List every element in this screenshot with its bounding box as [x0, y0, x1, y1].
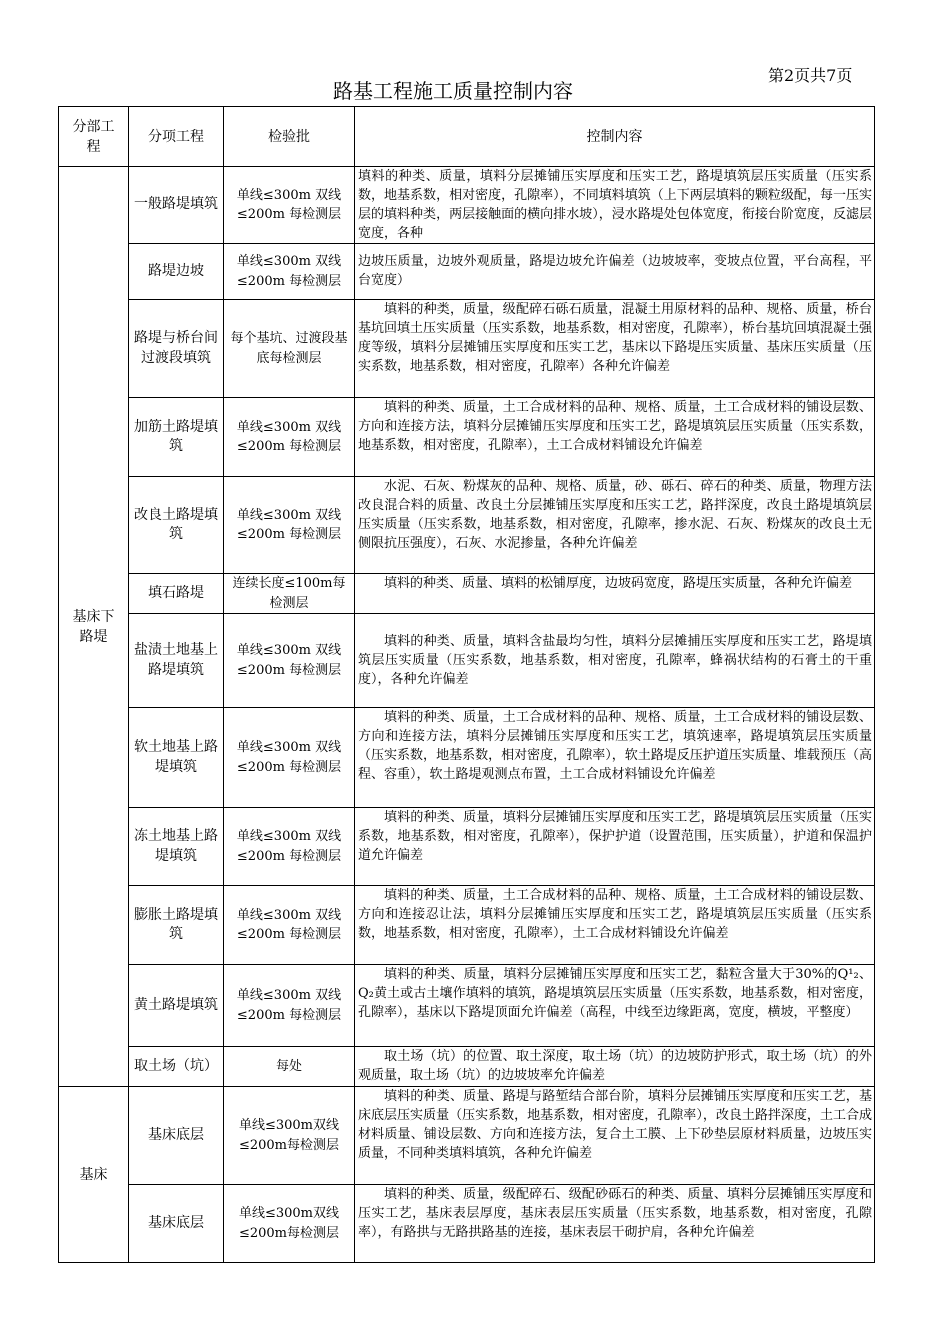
control-cell: 水泥、石灰、粉煤灰的品种、规格、质量，砂、砾石、碎石的种类、质量，物理方法改良混合料的质量、改良土分层摊铺压实厚度和压实工艺，路拌深度，改良土路堤填筑层压实质量（压实系数，地基系数，相对密度，孔隙率，掺水泥、石灰、粉煤灰的改良土无侧限抗压强度），石灰、水泥掺量，各种允许偏差: [355, 477, 875, 574]
batch-cell: 单线≤300m 双线≤200m 每检测层: [224, 167, 355, 244]
header-control: 控制内容: [355, 107, 875, 167]
group-cell: 基床: [59, 1087, 129, 1263]
table-row: [59, 1185, 875, 1263]
table-row: [59, 477, 875, 574]
control-cell: 填料的种类、质量，填料分层摊铺压实厚度和压实工艺，路堤填筑层压实质量（压实系数，地基系数，相对密度，孔隙率），保护护道（设置范围，压实质量），护道和保温护道允许偏差: [355, 808, 875, 886]
batch-cell: 单线≤300m 双线≤200m 每检测层: [224, 965, 355, 1047]
control-cell: 取土场（坑）的位置、取土深度，取土场（坑）的边坡防护形式，取土场（坑）的外观质量，取土场（坑）的边坡坡率允许偏差: [355, 1047, 875, 1087]
table-row: [59, 574, 875, 614]
item-cell: 加筋土路堤填筑: [129, 398, 224, 477]
item-cell: 路堤边坡: [129, 244, 224, 300]
batch-cell: 单线≤300m 双线≤200m 每检测层: [224, 398, 355, 477]
control-cell: 填料的种类、质量，土工合成材料的品种、规格、质量，土工合成材料的铺设层数、方向和连接方法，填料分层摊铺压实厚度和压实工艺，路堤填筑层压实质量（压实系数，地基系数，相对密度，孔隙率），土工合成材料铺设允许偏差: [355, 398, 875, 477]
item-cell: 盐渍土地基上路堤填筑: [129, 614, 224, 708]
table-row: [59, 167, 875, 244]
control-cell: 填料的种类、质量，填料分层摊铺压实厚度和压实工艺，黏粒含量大于30%的Q¹₂、Q₂黄土或古土壤作填料的填筑，路堤填筑层压实质量（压实系数，地基系数，相对密度，孔隙率），基床以下路堤顶面允许偏差（高程，中线至边缘距离，宽度，横坡，平整度）: [355, 965, 875, 1047]
batch-cell: 单线≤300m双线≤200m每检测层: [224, 1185, 355, 1263]
batch-cell: 单线≤300m 双线≤200m 每检测层: [224, 477, 355, 574]
control-cell: 填料的种类、质量，土工合成材料的品种、规格、质量，土工合成材料的铺设层数、方向和连接方法，填料分层摊铺压实厚度和压实工艺，填筑速率，路堤填筑层压实质量（压实系数，地基系数，相对密度，孔隙率），软土路堤反压护道压实质量、堆载预压（高程、容重），软土路堤观测点布置，土工合成材料铺设允许偏差: [355, 708, 875, 808]
quality-control-table: [58, 106, 875, 1263]
header-part: 分部工程: [59, 107, 129, 167]
table-row: [59, 708, 875, 808]
item-cell: 黄土路堤填筑: [129, 965, 224, 1047]
table-row: [59, 1087, 875, 1185]
item-cell: 基床底层: [129, 1185, 224, 1263]
control-cell: 填料的种类、质量、路堤与路堑结合部台阶，填料分层摊铺压实厚度和压实工艺，基床底层压实质量（压实系数，地基系数，相对密度，孔隙率），改良土路拌深度，土工合成材料质量、铺设层数、方向和连接方法，复合土工膜、上下砂垫层原材料质量，边坡压实质量，不同种类填料填筑，各种允许偏差: [355, 1087, 875, 1185]
item-cell: 膨胀土路堤填筑: [129, 886, 224, 965]
table-row: [59, 886, 875, 965]
table-header-row: [59, 107, 875, 167]
table-row: [59, 1047, 875, 1087]
batch-cell: 连续长度≤100m每检测层: [224, 574, 355, 614]
page-title: 路基工程施工质量控制内容: [333, 79, 573, 103]
group-cell: 基床下路堤: [59, 167, 129, 1087]
control-cell: 填料的种类、质量，填料含盐最均匀性，填料分层摊捕压实厚度和压实工艺，路堤填筑层压实质量（压实系数，地基系数，相对密度，孔隙率，蜂祸状结构的石膏土的干重度），各种允许偏差: [355, 614, 875, 708]
batch-cell: 单线≤300m 双线≤200m 每检测层: [224, 808, 355, 886]
batch-cell: 单线≤300m 双线≤200m 每检测层: [224, 244, 355, 300]
item-cell: 改良土路堤填筑: [129, 477, 224, 574]
table-row: [59, 614, 875, 708]
batch-cell: 每个基坑、过渡段基底每检测层: [224, 300, 355, 398]
item-cell: 基床底层: [129, 1087, 224, 1185]
batch-cell: 单线≤300m 双线≤200m 每检测层: [224, 886, 355, 965]
control-cell: 填料的种类、质量，土工合成材料的品种、规格、质量，土工合成材料的铺设层数、方向和连接忍让法，填料分层摊铺压实厚度和压实工艺，路堤填筑层压实质量（压实系数，地基系数，相对密度，孔隙率），土工合成材料铺设允许偏差: [355, 886, 875, 965]
control-cell: 填料的种类，质量，级配碎石砾石质量，混凝土用原材料的品种、规格、质量，桥台基坑回填土压实质量（压实系数，地基系数，相对密度，孔隙率），桥台基坑回填混凝土强度等级，填料分层摊铺压实厚度和压实工艺，基床以下路堤压实质量、基床压实质量（压实系数，地基系数，相对密度，孔隙率）各种允许偏差: [355, 300, 875, 398]
header-item: 分项工程: [129, 107, 224, 167]
table-row: [59, 965, 875, 1047]
header-batch: 检验批: [224, 107, 355, 167]
item-cell: 路堤与桥台间过渡段填筑: [129, 300, 224, 398]
item-cell: 取土场（坑）: [129, 1047, 224, 1087]
item-cell: 一般路堤填筑: [129, 167, 224, 244]
control-cell: 填料的种类、质量、填料的松铺厚度，边坡码宽度，路堤压实质量，各种允许偏差: [355, 574, 875, 614]
table-row: [59, 244, 875, 300]
control-cell: 填料的种类、质量，填料分层摊铺压实厚度和压实工艺，路堤填筑层压实质量（压实系数，地基系数，相对密度，孔隙率），不同填料填筑（上下两层填料的颗粒级配，每一压实层的填料种类，两层接触面的横向排水坡），浸水路堤处包体宽度，衔接台阶宽度，反滤层宽度，各种: [355, 167, 875, 244]
item-cell: 软土地基上路堤填筑: [129, 708, 224, 808]
table-row: [59, 398, 875, 477]
control-cell: 填料的种类、质量，级配碎石、级配砂砾石的种类、质量、填料分层摊铺压实厚度和压实工艺，基床表层厚度，基床表层压实质量（压实系数，地基系数，相对密度，孔隙率），有路拱与无路拱路基的连接，基床表层干砌护肩，各种允许偏差: [355, 1185, 875, 1263]
page-number: 第2页共7页: [768, 66, 853, 85]
batch-cell: 每处: [224, 1047, 355, 1087]
item-cell: 冻土地基上路堤填筑: [129, 808, 224, 886]
batch-cell: 单线≤300m 双线≤200m 每检测层: [224, 708, 355, 808]
batch-cell: 单线≤300m 双线≤200m 每检测层: [224, 614, 355, 708]
table-row: [59, 300, 875, 398]
item-cell: 填石路堤: [129, 574, 224, 614]
batch-cell: 单线≤300m双线≤200m每检测层: [224, 1087, 355, 1185]
control-cell: 边坡压质量，边坡外观质量，路堤边坡允许偏差（边坡坡率，变坡点位置，平台高程，平台宽度）: [355, 244, 875, 300]
table-row: [59, 808, 875, 886]
